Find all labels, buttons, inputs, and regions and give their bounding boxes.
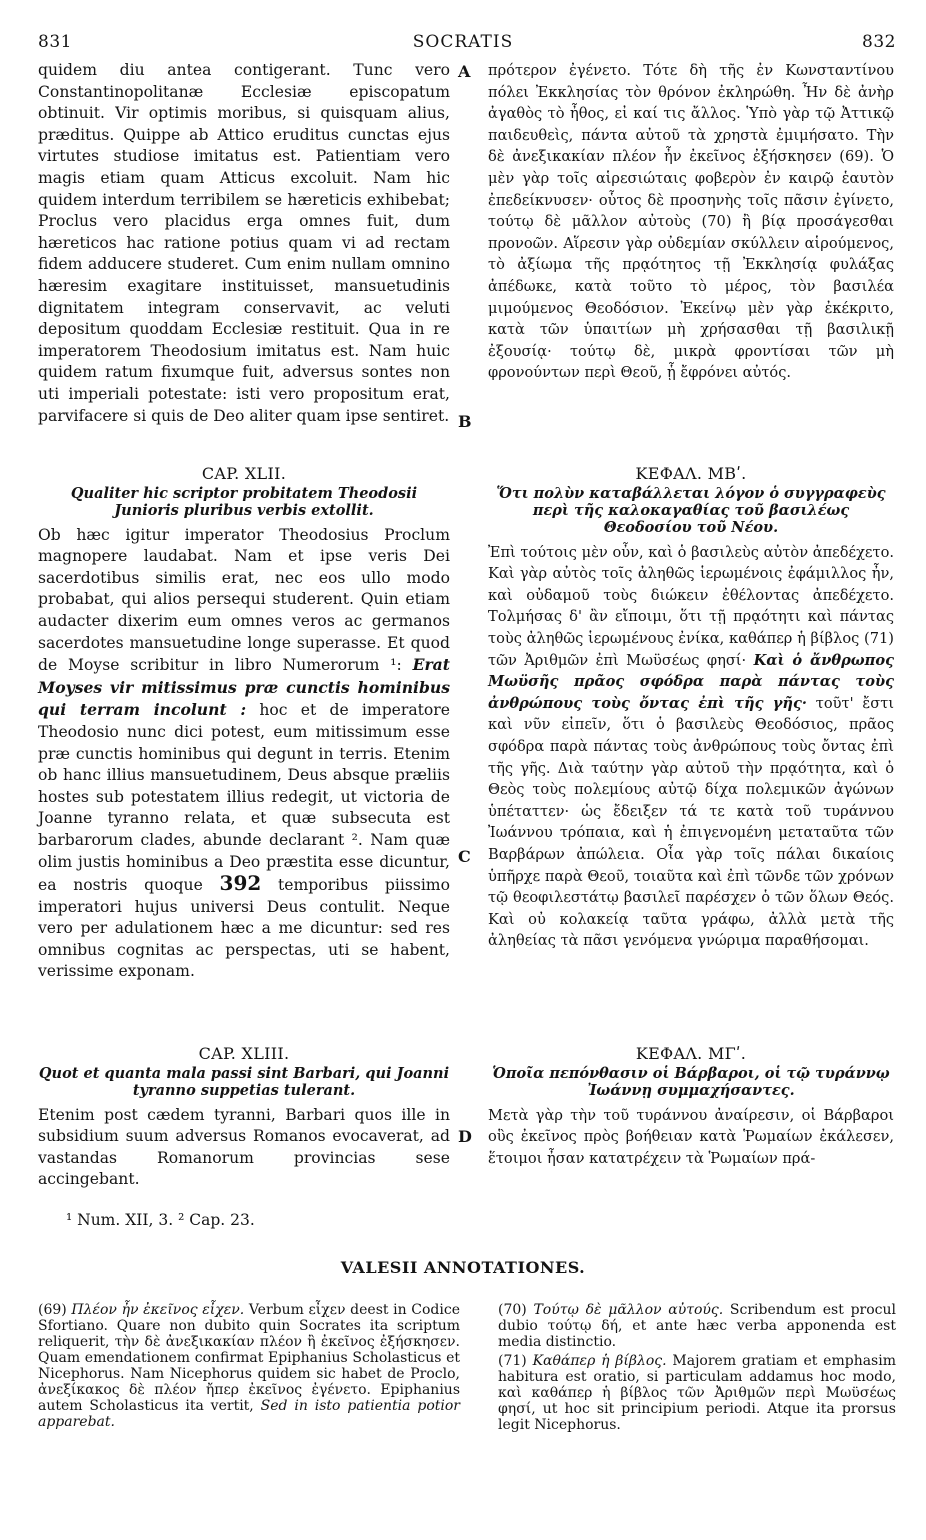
latin-chapter-42-heading: CAP. XLII. <box>201 464 287 483</box>
greek-scripture-quote: Καὶ ὁ ἄνθρωπος Μωϋσῆς πρᾶος σφόδρα παρὰ πάντας τοὺς ἀνθρώπους τοὺς ὄντας ἐπὶ τῆς γῆς· <box>488 651 894 712</box>
running-title: SOCRATIS <box>412 32 514 52</box>
latin-paragraph-3: Etenim post cædem tyranni, Barbari quos ille in subsidium suum adversus Romanos evocaverat, ad vastandas Romanorum provincias sese accingebant. <box>38 1105 450 1189</box>
greek-column <box>488 60 894 384</box>
annotation-71 <box>498 1353 896 1433</box>
latin-paragraph-1: quidem diu antea contigerant. Tunc vero Constantinopolitanæ Ecclesiæ episcopatum obtinuit. Vir optimis moribus, si quisquam alius, præditus. Quippe ab Attico eruditus cunctas ejus virtutes studiose imitatus est. Patientiam vero magis etiam quam Atticus excoluit. Nam hic quidem interdum terribilem se hæreticis exhibebat; Proclus vero placidus erga omnes fuit, dum hæreticos hac ratione potius quam vi ad rectam fidem adducere studeret. Cum enim nullam omnino hæresim exagitare instituisset, mansuetudinis dignitatem integram conservavit, ac veluti depositum quoddam Ecclesiæ restituit. Qua in re imperatorem Theodosium imitatus est. Nam huic quidem ratum fixumque fuit, adversus sontes non uti imperiali potestate: isti vero propositum erat, parvifacere si quis de Deo aliter quam ipse sentiret. <box>38 61 450 425</box>
greek-paragraph-2a: Ἐπὶ τούτοις μὲν οὖν, καὶ ὁ βασιλεὺς αὐτὸν ἀπεδέχετο. Καὶ γὰρ αὐτὸς τοῖς ἀληθῶς ἱερωμένοις ἐφάμιλλος ἦν, καὶ οὐδαμοῦ τοὺς διώκειν ἐθέλοντας ἀπεδέχετο. Τολμήσας δ' ἂν εἴποιμι, ὅτι τῇ πρᾳότητι καὶ πάντας τοὺς ἀληθῶς ἱερωμένους ἐνίκα, καθάπερ ἡ βίβλος (71) τῶν Ἀριθμῶν ἐπὶ Μωϋσέως φησί· <box>488 543 894 669</box>
latin-paragraph-2c: temporibus piissimo imperatori hujus universi Deus contulit. Neque vero per adulationem hæc a me dicuntur: sed res omnibus cognitas ac perspectas, uti se habent, verissime exponam. <box>38 876 450 981</box>
annotation-right-column <box>498 1302 896 1436</box>
greek-paragraph-3: Μετὰ γὰρ τὴν τοῦ τυράννου ἀναίρεσιν, οἱ Βάρβαροι οὓς ἐκεῖνος πρὸς βοήθειαν κατὰ Ῥωμαίων ἐκάλεσεν, ἕτοιμοι ἦσαν κατατρέχειν τὰ Ῥωμαίων πρά- <box>488 1106 894 1167</box>
greek-chapter-42-heading: ΚΕΦΑΛ. ΜΒʹ. <box>635 464 747 483</box>
greek-chapter-42-summary: Ὅτι πολὺν καταβάλλεται λόγον ὁ συγγραφεὺς περὶ τῆς καλοκαγαθίας τοῦ βασιλέως Θεοδοσίου τοῦ Νέου. <box>496 484 886 536</box>
greek-chapter-42 <box>488 463 894 952</box>
latin-paragraph-2b: hoc et de imperatore Theodosio nunc dici potest, eum mitissimum esse præ cunctis hominibus qui degunt in terris. Etenim ob hanc illius mansuetudinem, Deus absque præliis hostes sub potestatem illius redegit, ut victoria de Joanne tyranno relata, et quæ subsecuta est barbarorum clades, abunde declarant ². Nam quæ olim justis hominibus a Deo præstita esse dicuntur, ea nostris quoque <box>38 701 450 895</box>
latin-chapter-42 <box>38 463 450 983</box>
latin-scripture-quote: Erat Moyses vir mitissimus præ cunctis hominibus qui terram incolunt : <box>38 655 450 720</box>
annotation-70-lemma: Τούτῳ δὲ μᾶλλον αὐτούς. <box>533 1302 724 1318</box>
latin-chapter-42-summary: Qualiter hic scriptor probitatem Theodosii Junioris pluribus verbis extollit. <box>70 484 418 519</box>
margin-marker-b: B <box>458 412 472 431</box>
latin-paragraph-2a: Ob hæc igitur imperator Theodosius Proclum magnopere laudabat. Nam et ipse veris Dei sacerdotibus similis erat, nec eos ullo modo probabat, qui alios persequi studerent. Quin etiam audacter dixerim eum omnes veros ac germanos sacerdotes mansuetudine longe superasse. Et quod de Moyse scribitur in libro Numerorum ¹: <box>38 525 450 675</box>
greek-paragraph-1: πρότερον ἐγένετο. Τότε δὴ τῆς ἐν Κωνσταντίνου πόλει Ἐκκλησίας τὸν θρόνον ἐκληρώθη. Ἦν δὲ ἀνὴρ ἀγαθὸς τὸ ἦθος, εἰ καί τις ἄλλος. Ὑπὸ γὰρ τῷ Ἀττικῷ παιδευθεὶς, πάντα αὐτοῦ τὰ χρηστὰ ἐμιμήσατο. Τὴν δὲ ἀνεξικακίαν πλέον ἦν ἐκεῖνος ἐξήσκησεν (69). Ὁ μὲν γὰρ τοῖς αἱρεσιώταις φοβερὸν ἐν καιρῷ ἑαυτὸν ἐπεδείκνυσεν· οὗτος δὲ προσηνὴς τοῖς πᾶσιν ἐγίνετο, τούτῳ δὲ μᾶλλον αὐτοὺς (70) ἢ βίᾳ προσάγεσθαι προνοῶν. Αἵρεσιν γὰρ οὐδεμίαν σκύλλειν αἱρούμενος, τὸ ἀξίωμα τῆς πρᾳότητος τῇ Ἐκκλησίᾳ φυλάξας ἀπέδωκε, κατὰ τοῦτο τὸ μέρος, τὸν βασιλέα μιμούμενος Θεοδόσιον. Ἐκείνῳ μὲν γὰρ ἐκέκριτο, κατὰ τῶν ὑπαιτίων μὴ χρήσασθαι τῇ βασιλικῇ ἐξουσίᾳ· τούτῳ δὲ, μικρὰ φροντίσαι τῶν μὴ φρονούντων περὶ Θεοῦ, ᾗ ἔφρόνει αὐτός. <box>488 62 894 382</box>
annotation-70-label: (70) <box>498 1302 534 1318</box>
annotation-71-text: Majorem gratiam et emphasim habitura est oratio, si particulam addamus hoc modo, καὶ καθάπερ ἡ βίβλος τῶν Ἀριθμῶν περὶ Μωϋσέως φησί, ut hoc sit principium periodi. Atque ita prorsus legit Nicephorus. <box>498 1353 896 1433</box>
margin-marker-d: D <box>458 1127 472 1146</box>
margin-marker-a: A <box>458 62 471 81</box>
annotation-left-column <box>38 1302 460 1433</box>
latin-column <box>38 60 450 427</box>
greek-chapter-43-heading: ΚΕΦΑΛ. ΜΓʹ. <box>635 1044 747 1063</box>
annotation-71-lemma: Καθάπερ ἡ βίβλος. <box>532 1353 667 1369</box>
annotation-69-text: Verbum εἶχεν deest in Codice Sfortiano. Quare non dubito quin Socrates ita scriptum reliquerit, τὴν δὲ ἀνεξικακίαν πλέον ἢ ἐκεῖνος ἐξήσκησεν. Quam emendationem confirmat Epiphanius Scholasticus et Nicephorus. Nam Nicephorus quidem sic habet de Proclo, ἀνεξίκακος δὲ πλέον ἤπερ ἐκεῖνος ἐγένετο. Epiphanius autem Scholasticus ita vertit, <box>38 1302 460 1414</box>
annotation-70 <box>498 1302 896 1350</box>
footnotes: ¹ Num. XII, 3. ² Cap. 23. <box>66 1211 255 1229</box>
edition-page-number: 392 <box>219 871 262 896</box>
page-number-right: 832 <box>862 32 896 52</box>
greek-paragraph-2b: τοῦτ' ἔστι καὶ νῦν εἰπεῖν, ὅτι ὁ βασιλεὺς Θεοδόσιος, πρᾶος σφόδρα παρὰ πάντας τοὺς ἀνθρώπους τοὺς ὄντας ἐπὶ τῆς γῆς. Διὰ ταύτην γὰρ αὐτοῦ τὴν πρᾳότητα, καὶ ὁ Θεὸς τοὺς πολεμίους αὐτῷ δίχα πολεμικῶν ἀγώνων ὑπέταττεν· ὡς ἔδειξεν τά τε κατὰ τοῦ τυράννου Ἰωάννου τρόπαια, καὶ ἡ ἐπιγενομένη μεταταῦτα τῶν Βαρβάρων ἀπώλεια. Οἷα γὰρ τοῖς πάλαι δικαίοις ὑπῆρχε παρὰ Θεοῦ, τοιαῦτα καὶ ἐπὶ τῶνδε τῶν χρόνων τῷ θεοφιλεστάτῳ βασιλεῖ παρέσχεν ὁ τῶν ὅλων Θεός. Καὶ οὐ κολακείᾳ ταῦτα γράφω, ἀλλὰ μετὰ τῆς ἀληθείας τὰ πᾶσι γενόμενα γνώριμα παραθήσομαι. <box>488 694 895 950</box>
page-number-left: 831 <box>38 32 72 52</box>
annotation-70-text: Scribendum est procul dubio τούτῳ δή, et ante hæc verba apponenda est media distinctio. <box>498 1302 896 1350</box>
annotation-69 <box>38 1302 460 1430</box>
latin-chapter-43-summary: Quot et quanta mala passi sint Barbari, qui Joanni tyranno suppetias tulerant. <box>38 1064 450 1099</box>
greek-chapter-43-summary: Ὁποῖα πεπόνθασιν οἱ Βάρβαροι, οἱ τῷ τυράννῳ Ἰωάννῃ συμμαχήσαντες. <box>492 1064 890 1099</box>
annotations-heading: VALESII ANNOTATIONES. <box>340 1258 586 1277</box>
annotation-71-label: (71) <box>498 1353 533 1369</box>
margin-marker-c: C <box>458 847 471 866</box>
annotation-69-lemma: Πλέον ἦν ἐκεῖνος εἶχεν. <box>71 1302 245 1318</box>
greek-paragraph-2 <box>488 542 894 952</box>
greek-chapter-43 <box>488 1043 894 1169</box>
annotation-69-label: (69) <box>38 1302 72 1318</box>
latin-chapter-43-heading: CAP. XLIII. <box>198 1044 290 1063</box>
latin-chapter-43 <box>38 1043 450 1191</box>
latin-paragraph-2 <box>38 525 450 983</box>
annotation-69-quote: Sed in isto patientia potior apparebat. <box>38 1398 460 1430</box>
